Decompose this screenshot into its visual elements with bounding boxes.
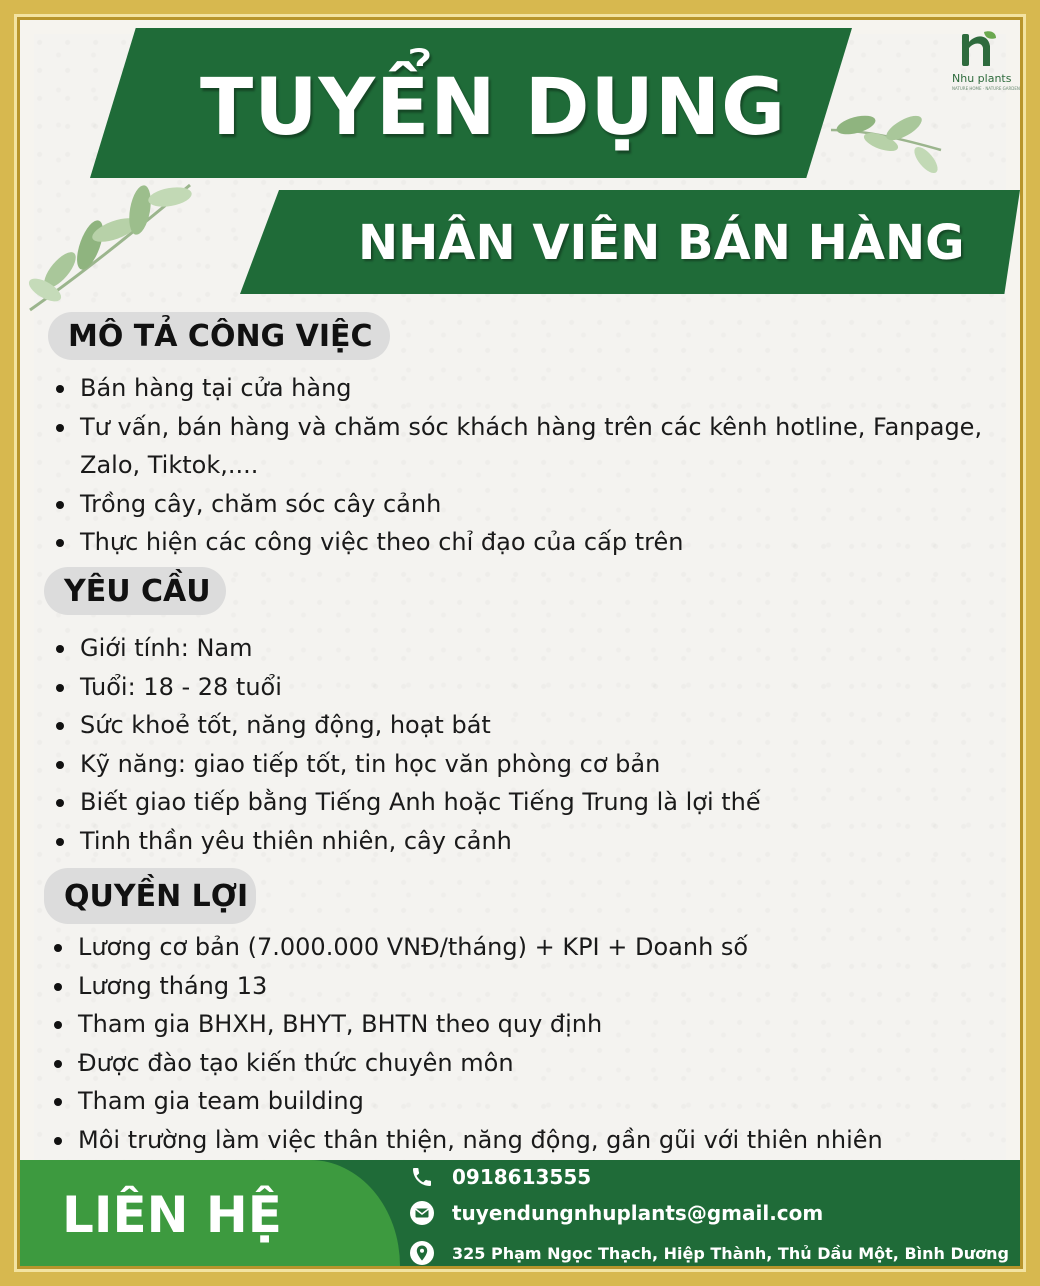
contact-email-text: tuyendungnhuplants@gmail.com (452, 1201, 824, 1225)
contact-heading: LIÊN HỆ (62, 1186, 282, 1244)
list-item: Được đào tạo kiến thức chuyên môn (48, 1044, 883, 1083)
brand-name: Nhu plants (952, 72, 1012, 85)
section-heading-requirements: YÊU CẦU (44, 567, 226, 615)
leaf-branch-left-icon (20, 175, 210, 315)
contact-phone[interactable] (408, 1160, 591, 1194)
page-subtitle: NHÂN VIÊN BÁN HÀNG (358, 215, 965, 271)
brand-tagline: NATURE HOME · NATURE GARDEN (952, 86, 1020, 91)
mail-icon (408, 1199, 436, 1227)
list-item: Biết giao tiếp bằng Tiếng Anh hoặc Tiếng Trung là lợi thế (50, 783, 761, 822)
list-item-line: Zalo, Tiktok,.... (80, 451, 259, 479)
section-heading-description: MÔ TẢ CÔNG VIỆC (48, 312, 390, 360)
brand-logo (952, 28, 1020, 91)
list-item (50, 408, 982, 485)
section-heading-benefits: QUYỀN LỢI (44, 868, 256, 924)
list-item: Kỹ năng: giao tiếp tốt, tin học văn phòng cơ bản (50, 745, 761, 784)
phone-icon (408, 1163, 436, 1191)
contact-address[interactable] (408, 1236, 1009, 1270)
contact-phone-text: 0918613555 (452, 1165, 592, 1189)
contact-email[interactable] (408, 1196, 823, 1230)
list-item: Sức khoẻ tốt, năng động, hoạt bát (50, 706, 761, 745)
list-item: Lương tháng 13 (48, 967, 883, 1006)
list-item: Thực hiện các công việc theo chỉ đạo của cấp trên (50, 523, 982, 562)
page-title: TUYỂN DỤNG (200, 63, 787, 153)
list-item: Tuổi: 18 - 28 tuổi (50, 668, 761, 707)
list-item: Trồng cây, chăm sóc cây cảnh (50, 485, 982, 524)
description-list (50, 369, 982, 562)
leaf-branch-right-icon (826, 90, 946, 190)
list-item-line: Tư vấn, bán hàng và chăm sóc khách hàng trên các kênh hotline, Fanpage, (80, 412, 983, 441)
list-item: Tham gia BHXH, BHYT, BHTN theo quy định (48, 1005, 883, 1044)
list-item: Môi trường làm việc thân thiện, năng động, gần gũi với thiên nhiên (48, 1121, 883, 1160)
list-item: Bán hàng tại cửa hàng (50, 369, 982, 408)
location-icon (408, 1239, 436, 1267)
requirements-list (50, 629, 761, 860)
list-item: Giới tính: Nam (50, 629, 761, 668)
list-item: Lương cơ bản (7.000.000 VNĐ/tháng) + KPI + Doanh số (48, 928, 883, 967)
list-item: Tinh thần yêu thiên nhiên, cây cảnh (50, 822, 761, 861)
benefits-list (48, 928, 883, 1159)
list-item: Tham gia team building (48, 1082, 883, 1121)
contact-address-text: 325 Phạm Ngọc Thạch, Hiệp Thành, Thủ Dầu Một, Bình Dương (452, 1243, 1009, 1263)
nhu-plants-logo-icon (958, 28, 998, 68)
